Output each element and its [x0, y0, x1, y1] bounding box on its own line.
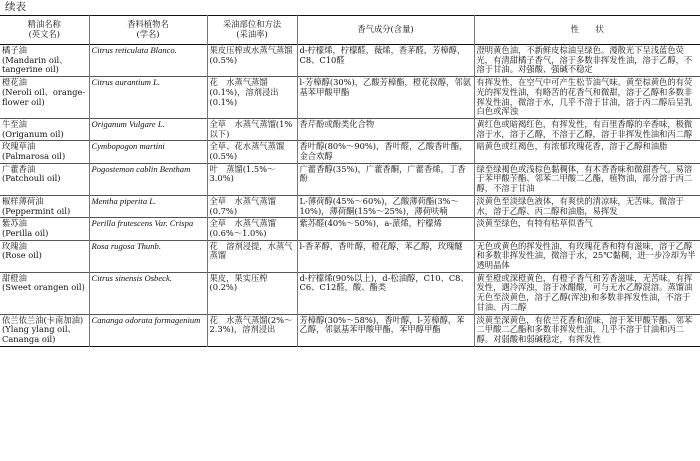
header-aroma-components: 香气成分(含量): [297, 16, 474, 45]
properties-cell: 无色或黄色的挥发性油，有玫瑰花香和特有滋味，溶于乙醇和多数非挥发性油，微溶于水，25℃黏稠，进一步冷却为半透明晶体: [474, 240, 700, 272]
method-cell: 全草、花水蒸气蒸馏(0.5%): [207, 141, 297, 163]
table-header-row: [0, 16, 700, 45]
oil-name-en: (Mandarin oil、tangerine oil): [2, 54, 68, 75]
oil-name-cn: 橙花油: [2, 77, 27, 88]
components-cell: d-柠檬烯(90%以上)，d-松油醇，C10、C8、C6、C12醛，酸、酯类: [297, 272, 474, 314]
oil-name-cn: 牛至油: [2, 118, 27, 129]
components-cell: d-柠檬烯，柠檬醛，薇烯，香茅醛，芳樟醇，C8、C10醛: [297, 45, 474, 77]
oil-name-en: (Rose oil): [2, 250, 42, 261]
properties-cell: 淡黄至深黄色，有依兰花香和涩味，溶于苯甲酸苄酯、邻苯二甲酸二乙酯和多数非挥发性油，几乎不溶于甘油和丙二醇。对弱酸和弱碱稳定，有挥发性: [474, 314, 700, 346]
oil-name-cn: 广藿香油: [2, 163, 36, 174]
oil-name-cell: [0, 45, 89, 77]
table-row: [0, 45, 700, 77]
plant-name-cell: Origanum Vulgare L.: [89, 118, 207, 140]
plant-name-cell: Cymbopogon martini: [89, 141, 207, 163]
header-plant-name: 香料植物名 (学名): [89, 16, 207, 45]
oil-name-en: (Palmarosa oil): [2, 151, 66, 162]
properties-cell: 澄明黄色油，不新鲜皮棕油呈绿色。漫散光下呈浅蓝色荧光，有清甜橘子香气，溶于多数非挥发性油，溶于乙醇，不溶于甘油。对强酸、强碱不稳定: [474, 45, 700, 77]
table-row: [0, 118, 700, 140]
table-caption: 续表: [5, 1, 26, 13]
properties-cell: 淡黄色至淡绿色液体，有爽快的清凉味，无苦味。微溶于水，溶于乙醇、丙二醇和油脂，易挥发: [474, 195, 700, 217]
plant-name-cell: Citrus sinensis Osbeck.: [89, 272, 207, 314]
method-cell: 花 溶剂浸提，水蒸气蒸馏: [207, 240, 297, 272]
method-cell: 果皮，果实压榨(0.2%): [207, 272, 297, 314]
oil-name-cell: [0, 118, 89, 140]
properties-cell: 有挥发性，在空气中可产生松节油气味。黄至棕黄色的有荧光的挥发性油，有略苦的花香气和微甜，溶于乙醇和多数非挥发性油，微溶于水，几乎不溶于甘油，溶于丙二醇后呈乳白色或浑浊: [474, 77, 700, 119]
table-row: [0, 240, 700, 272]
plant-name-cell: Citrus aurantium L.: [89, 77, 207, 119]
method-cell: 全草 水蒸气蒸馏(0.6%～1.0%): [207, 218, 297, 240]
properties-cell: 绿至绿褐色或浅棕色黏稠体，有木香香味和微甜香气。易溶于苯甲酸苄酯、邻苯二甲酸二乙酯，植物油，部分溶于丙二醇，不溶于甘油: [474, 163, 700, 195]
oil-name-cell: [0, 218, 89, 240]
components-cell: 芳樟醇(30%～58%)，香叶醇，l-芳樟醇，苯乙醇，邻氨基苯甲酸甲酯，苯甲醇甲酯: [297, 314, 474, 346]
oil-name-en: (Peppermint oil): [2, 205, 71, 216]
components-cell: L-薄荷醇(45%～60%)，乙酸薄荷酯(3%～10%)，薄荷酮(15%～25%)，薄荷呋喃: [297, 195, 474, 217]
oil-name-cn: 玫瑰草油: [2, 141, 36, 152]
components-cell: l-芳樟醇(30%)，乙酸芳樟酯，橙花叔醇，邻氨基苯甲酸甲酯: [297, 77, 474, 119]
table-row: [0, 141, 700, 163]
table-row: [0, 314, 700, 346]
components-cell: l-香茅醇，香叶醇，橙花醇，苯乙醇，玫瑰醚: [297, 240, 474, 272]
essential-oil-table: [0, 15, 700, 347]
components-cell: 广藿香醇(35%)，广藿香酮，广藿香烯，丁香酚: [297, 163, 474, 195]
method-cell: 果皮压榨或水蒸气蒸馏(0.5%): [207, 45, 297, 77]
plant-name-cell: Citrus reticulata Blanco.: [89, 45, 207, 77]
properties-cell: 淡黄至绿色，有特有枯草似香气: [474, 218, 700, 240]
oil-name-en: (Perilla oil): [2, 227, 49, 238]
components-cell: 香叶醇(80%～90%)，香叶醛，乙酸香叶酯，金合欢醇: [297, 141, 474, 163]
table-row: [0, 218, 700, 240]
properties-cell: 黄红色或暗褐红色，有挥发性，有百里香醇的辛香味，极微溶于水，溶于乙醇，不溶于乙醇，溶于非挥发性油和丙二醇: [474, 118, 700, 140]
oil-name-cell: [0, 141, 89, 163]
header-oil-name: 精油名称 (英文名): [27, 19, 61, 39]
oil-name-cn: 紫苏油: [2, 218, 27, 229]
method-cell: 花 水蒸气蒸馏(2%～2.3%)，溶剂浸出: [207, 314, 297, 346]
properties-cell: 黄至橙或深橙黄色，有橙子香气和芳香滋味，无苦味。有挥发性，遇冷浑浊，溶于冰醋酸，可与无水乙醇混溶。蒸馏油无色至淡黄色，溶于乙醇(浑浊)和多数非挥发性油，不溶于甘油、丙二醇: [474, 272, 700, 314]
oil-name-cn: 椒样薄荷油: [2, 195, 44, 206]
plant-name-cell: Mentha piperita L.: [89, 195, 207, 217]
oil-name-cell: [0, 272, 89, 314]
table-row: [0, 77, 700, 119]
components-cell: 紫苏醛(40%～50%)，a-蒎烯，柠檬烯: [297, 218, 474, 240]
table-row: [0, 272, 700, 314]
method-cell: 花 水蒸气蒸馏(0.1%)，溶剂浸出(0.1%): [207, 77, 297, 119]
table-row: [0, 163, 700, 195]
properties-cell: 暗黄色或红褐色，有浓郁玫瑰花香，溶于乙醇和油脂: [474, 141, 700, 163]
method-cell: 叶 蒸馏(1.5%～3.0%): [207, 163, 297, 195]
plant-name-cell: Pogostemon cablin Bentham: [89, 163, 207, 195]
header-extraction-method: 采油部位和方法 (采油率): [207, 16, 297, 45]
table-row: [0, 195, 700, 217]
oil-name-cell: [0, 163, 89, 195]
oil-name-cell: [0, 314, 89, 346]
oil-name-en: (Neroli oil、orange-flower oil): [2, 86, 86, 107]
oil-name-cell: [0, 195, 89, 217]
oil-name-en: (Origanum oil): [2, 128, 64, 139]
oil-name-cn: 玫瑰油: [2, 240, 27, 251]
oil-name-cn: 甜橙油: [2, 272, 27, 283]
method-cell: 全草 水蒸气蒸馏(0.7%): [207, 195, 297, 217]
oil-name-en: (Ylang ylang oil、Cananga oil): [2, 324, 76, 344]
oil-name-cell: [0, 77, 89, 119]
oil-name-en: (Sweet orangen oil): [2, 282, 85, 293]
header-properties: 性 状: [474, 16, 700, 45]
oil-name-cn: 依兰依兰油(卡南加油): [2, 314, 84, 325]
components-cell: 香芹酚或酚类化合物: [297, 118, 474, 140]
plant-name-cell: Cananga odorata formagenium: [89, 314, 207, 346]
oil-name-cn: 橘子油: [2, 45, 27, 55]
oil-name-cell: [0, 240, 89, 272]
plant-name-cell: Rosa rugosa Thunb.: [89, 240, 207, 272]
plant-name-cell: Perilla frutescens Var. Crispa: [89, 218, 207, 240]
method-cell: 全草 水蒸气蒸馏(1%以下): [207, 118, 297, 140]
oil-name-en: (Patchouli oil): [2, 173, 61, 184]
